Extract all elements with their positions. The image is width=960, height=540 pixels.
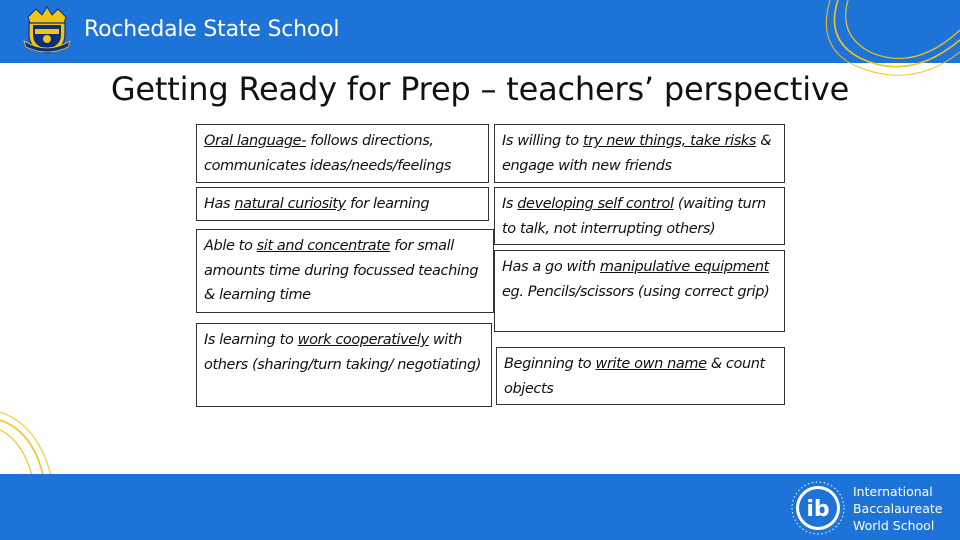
card-text: Has [204, 196, 235, 212]
card-text: follows directions, communicates ideas/needs/feelings [204, 133, 452, 174]
card-text: Is learning to [204, 332, 298, 348]
highlighted-phrase: natural curiosity [234, 196, 346, 212]
card-text: Is [502, 196, 518, 212]
highlighted-phrase: developing self control [517, 196, 674, 212]
ib-line-1: International [853, 484, 933, 499]
card-text: & count objects [504, 356, 765, 397]
card-text: (waiting turn to talk, not interrupting others) [502, 196, 766, 237]
card-sit-concentrate [196, 229, 494, 313]
card-work-cooperatively [196, 323, 492, 407]
card-text: for small amounts time during focussed teaching & learning time [204, 238, 479, 303]
card-text: & engage with new friends [502, 133, 772, 174]
school-crest-icon [22, 5, 72, 55]
highlighted-phrase: sit and concentrate [256, 238, 391, 254]
highlighted-phrase: work cooperatively [297, 332, 429, 348]
card-text: Has a go with [502, 259, 600, 275]
card-text: for learning [345, 196, 430, 212]
card-text: Beginning to [504, 356, 596, 372]
highlighted-phrase: Oral language- [204, 133, 307, 149]
page-title: Getting Ready for Prep – teachers’ perspective [110, 70, 850, 108]
card-self-control [494, 187, 785, 245]
ib-logo-text: ib [806, 497, 830, 522]
card-manipulative-equipment [494, 250, 785, 332]
ib-line-2: Baccalaureate [853, 501, 943, 516]
highlighted-phrase: write own name [595, 356, 707, 372]
highlighted-phrase: manipulative equipment [599, 259, 769, 275]
school-name: Rochedale State School [84, 17, 340, 42]
card-oral-language [196, 124, 489, 183]
card-text: Able to [204, 238, 257, 254]
card-write-name [496, 347, 785, 405]
card-natural-curiosity [196, 187, 489, 221]
card-text: Is willing to [502, 133, 583, 149]
card-text: with others (sharing/turn taking/ negotiating) [204, 332, 482, 373]
highlighted-phrase: try new things, take risks [582, 133, 757, 149]
ib-logo-icon [790, 480, 846, 536]
ib-school-label [853, 483, 943, 534]
card-text: eg. Pencils/scissors (using correct grip) [502, 283, 770, 300]
card-willing-new-things [494, 124, 785, 183]
ib-line-3: World School [853, 518, 935, 533]
